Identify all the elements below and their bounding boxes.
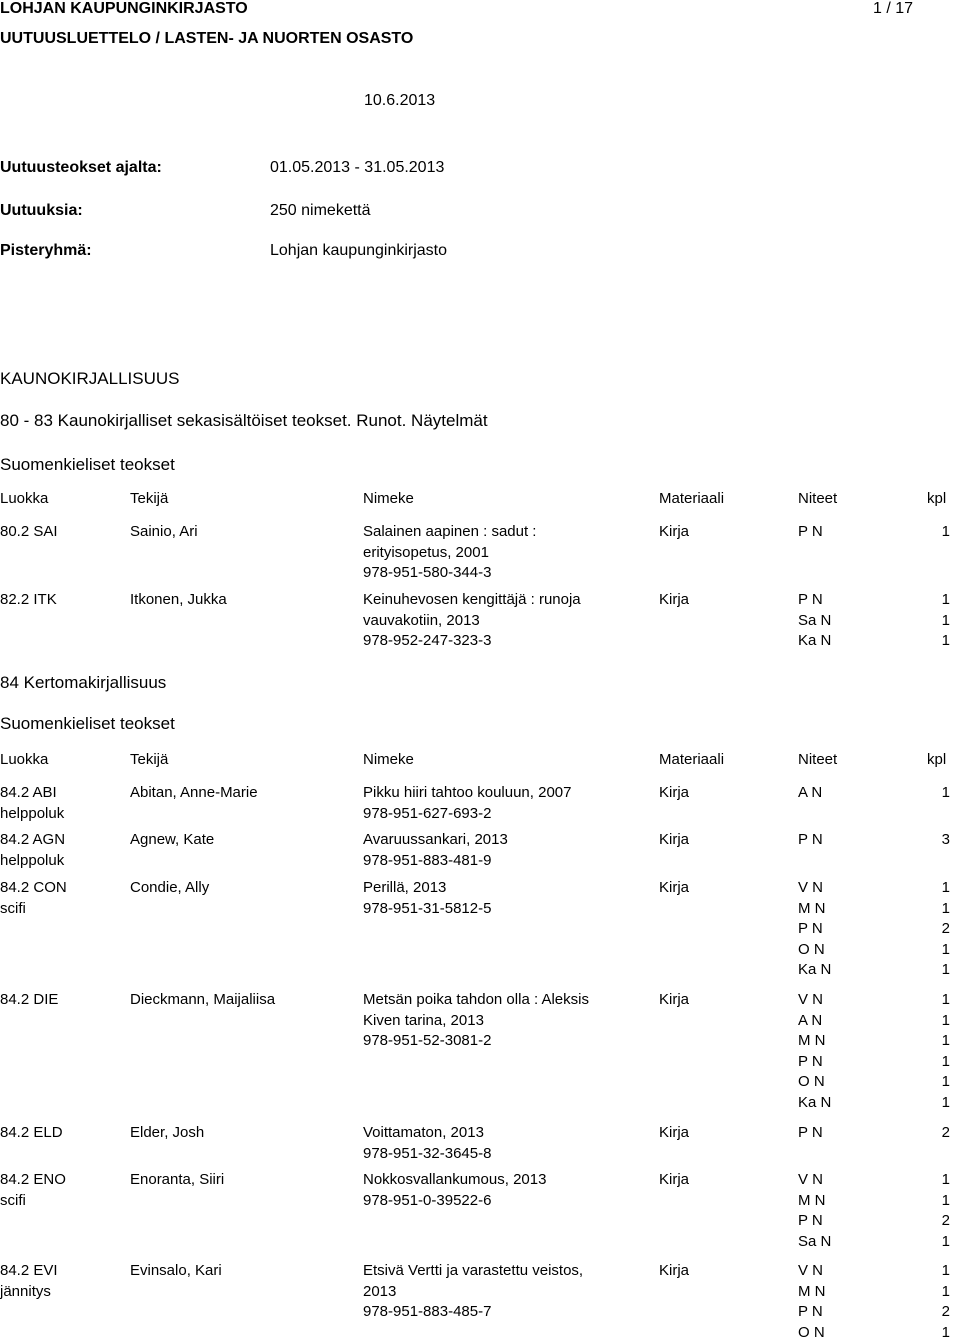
unit-code: M N (798, 1282, 826, 1300)
column-header-title: Nimeke (363, 751, 414, 768)
isbn: 978-951-31-5812-5 (363, 899, 492, 917)
title-line: Kiven tarina, 2013 (363, 1011, 484, 1029)
column-header-qty: kpl (927, 490, 947, 507)
class-code: 84.2 ELD (0, 1124, 63, 1141)
title-line: Pikku hiiri tahtoo kouluun, 2007 (363, 784, 572, 801)
unit-code: V N (798, 991, 824, 1008)
isbn: 978-951-883-481-9 (363, 851, 492, 869)
unit-count: 1 (941, 784, 950, 801)
material-type: Kirja (659, 991, 690, 1008)
material-type: Kirja (659, 1124, 690, 1141)
unit-count: 3 (941, 831, 950, 848)
author-name: Enoranta, Siiri (130, 1171, 225, 1188)
unit-code: V N (798, 879, 824, 896)
unit-count: 1 (941, 1011, 950, 1029)
class-code: 84.2 AGN (0, 831, 66, 848)
class-code: 84.2 CON (0, 879, 67, 896)
author-name: Itkonen, Jukka (130, 591, 227, 608)
column-header-qty: kpl (927, 751, 947, 768)
class-code: 84.2 DIE (0, 991, 59, 1008)
unit-count: 1 (941, 611, 950, 629)
column-header-units: Niteet (798, 751, 838, 768)
unit-count: 1 (941, 991, 950, 1008)
title-line: Metsän poika tahdon olla : Aleksis (363, 991, 589, 1008)
material-type: Kirja (659, 1171, 690, 1188)
unit-code: A N (798, 784, 823, 801)
page-number: 1 / 17 (873, 0, 914, 17)
unit-count: 1 (941, 940, 950, 958)
class-code: 82.2 ITK (0, 591, 57, 608)
unit-count: 1 (941, 1191, 950, 1209)
title-line: vauvakotiin, 2013 (363, 611, 480, 629)
author-name: Dieckmann, Maijaliisa (130, 991, 276, 1008)
class-code: scifi (0, 899, 26, 917)
unit-code: P N (798, 1303, 823, 1320)
title-line: Perillä, 2013 (363, 879, 447, 896)
language-heading-2: Suomenkieliset teokset (0, 714, 175, 733)
unit-code: O N (798, 940, 825, 958)
unit-code: V N (798, 1262, 824, 1279)
count-value: 250 nimekettä (270, 202, 371, 219)
isbn: 978-951-32-3645-8 (363, 1144, 492, 1162)
unit-count: 1 (941, 1032, 950, 1049)
group-value: Lohjan kaupunginkirjasto (270, 242, 448, 259)
material-type: Kirja (659, 879, 690, 896)
unit-count: 1 (941, 1232, 950, 1250)
material-type: Kirja (659, 784, 690, 801)
subsection-title: 80 - 83 Kaunokirjalliset sekasisältöiset teokset. Runot. Näytelmät (0, 411, 488, 430)
unit-count: 1 (941, 591, 950, 608)
unit-count: 1 (941, 1093, 950, 1111)
unit-code: Sa N (798, 611, 832, 629)
unit-code: Ka N (798, 1093, 832, 1111)
unit-code: M N (798, 899, 826, 917)
class-code: jännitys (0, 1282, 51, 1300)
material-type: Kirja (659, 1262, 690, 1279)
unit-count: 1 (941, 1171, 950, 1188)
class-code: scifi (0, 1191, 26, 1209)
author-name: Agnew, Kate (130, 831, 215, 848)
unit-count: 2 (941, 1303, 950, 1320)
unit-code: P N (798, 591, 823, 608)
column-header-units: Niteet (798, 490, 838, 507)
column-header-author: Tekijä (130, 490, 169, 507)
title-line: Avaruussankari, 2013 (363, 831, 508, 848)
subsection-title-2: 84 Kertomakirjallisuus (0, 673, 167, 692)
isbn: 978-951-627-693-2 (363, 804, 492, 822)
unit-code: P N (798, 1124, 823, 1141)
unit-count: 1 (941, 879, 950, 896)
class-code: helppoluk (0, 804, 65, 822)
column-header-material: Materiaali (659, 751, 725, 768)
period-label: Uutuusteokset ajalta: (0, 159, 162, 176)
unit-count: 2 (941, 1124, 950, 1141)
unit-code: O N (798, 1073, 825, 1090)
class-code: 84.2 ENO (0, 1171, 66, 1188)
unit-code: Sa N (798, 1232, 832, 1250)
count-label: Uutuuksia: (0, 202, 83, 219)
unit-code: O N (798, 1323, 825, 1341)
unit-count: 1 (941, 1052, 950, 1070)
unit-code: P N (798, 1212, 823, 1229)
isbn: 978-951-883-485-7 (363, 1303, 492, 1320)
isbn: 978-951-0-39522-6 (363, 1191, 492, 1209)
library-name: LOHJAN KAUPUNGINKIRJASTO (0, 0, 248, 17)
author-name: Abitan, Anne-Marie (130, 784, 258, 801)
unit-count: 1 (941, 1073, 950, 1090)
unit-code: P N (798, 920, 823, 937)
material-type: Kirja (659, 523, 690, 540)
author-name: Sainio, Ari (130, 523, 198, 540)
title-line: erityisopetus, 2001 (363, 543, 489, 561)
unit-code: Ka N (798, 632, 832, 649)
title-line: Voittamaton, 2013 (363, 1124, 484, 1141)
class-code: 84.2 EVI (0, 1262, 58, 1279)
unit-count: 1 (941, 961, 950, 978)
unit-count: 1 (941, 1262, 950, 1279)
title-line: 2013 (363, 1282, 397, 1300)
column-header-material: Materiaali (659, 490, 725, 507)
unit-code: P N (798, 523, 823, 540)
list-title: UUTUUSLUETTELO / LASTEN- JA NUORTEN OSASTO (0, 30, 414, 47)
unit-count: 1 (941, 1323, 950, 1341)
author-name: Elder, Josh (130, 1124, 205, 1141)
isbn: 978-951-580-344-3 (363, 564, 492, 581)
unit-code: V N (798, 1171, 824, 1188)
title-line: Salainen aapinen : sadut : (363, 523, 537, 540)
unit-count: 1 (941, 632, 950, 649)
language-heading: Suomenkieliset teokset (0, 455, 175, 474)
class-code: 84.2 ABI (0, 784, 57, 801)
main-section-title: KAUNOKIRJALLISUUS (0, 369, 180, 388)
report-date: 10.6.2013 (364, 92, 436, 109)
unit-count: 1 (941, 523, 950, 540)
isbn: 978-951-52-3081-2 (363, 1032, 492, 1049)
unit-code: A N (798, 1011, 823, 1029)
group-label: Pisteryhmä: (0, 242, 92, 259)
title-line: Keinuhevosen kengittäjä : runoja (363, 591, 581, 608)
column-header-author: Tekijä (130, 751, 169, 768)
column-header-class: Luokka (0, 490, 49, 507)
unit-count: 2 (941, 1212, 950, 1229)
column-header-title: Nimeke (363, 490, 414, 507)
unit-count: 1 (941, 899, 950, 917)
class-code: helppoluk (0, 851, 65, 869)
author-name: Evinsalo, Kari (130, 1262, 222, 1279)
unit-code: M N (798, 1032, 826, 1049)
unit-count: 2 (941, 920, 950, 937)
column-header-class: Luokka (0, 751, 49, 768)
unit-code: P N (798, 831, 823, 848)
material-type: Kirja (659, 591, 690, 608)
isbn: 978-952-247-323-3 (363, 632, 492, 649)
class-code: 80.2 SAI (0, 523, 58, 540)
unit-count: 1 (941, 1282, 950, 1300)
unit-code: P N (798, 1052, 823, 1070)
title-line: Etsivä Vertti ja varastettu veistos, (363, 1262, 584, 1279)
title-line: Nokkosvallankumous, 2013 (363, 1171, 547, 1188)
unit-code: Ka N (798, 961, 832, 978)
unit-code: M N (798, 1191, 826, 1209)
material-type: Kirja (659, 831, 690, 848)
period-value: 01.05.2013 - 31.05.2013 (270, 159, 445, 176)
author-name: Condie, Ally (130, 879, 210, 896)
